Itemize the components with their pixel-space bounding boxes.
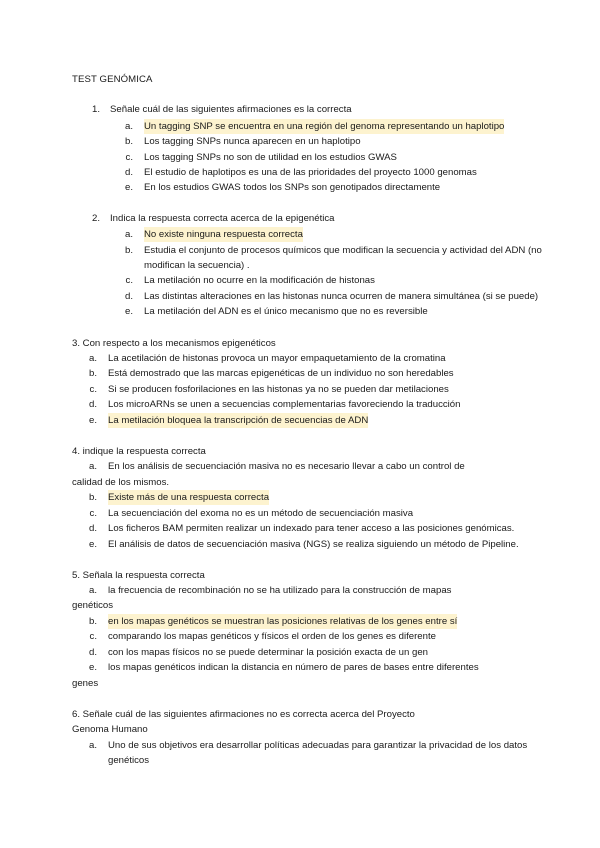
- question-heading-continuation: Genoma Humano: [72, 724, 148, 735]
- question-number: 2.: [92, 213, 101, 224]
- option-text: En los estudios GWAS todos los SNPs son genotipados directamente: [144, 182, 441, 193]
- option-text-highlighted: La metilación bloquea la transcripción de secuencias de ADN: [108, 415, 369, 426]
- question-heading: 6. Señale cuál de las siguientes afirmaciones no es correcta acerca del Proyecto: [72, 709, 415, 720]
- option-text: Uno de sus objetivos era desarrollar políticas adecuadas para garantizar la privacidad de los datos: [108, 740, 528, 751]
- option-letter: a.: [88, 461, 97, 472]
- option-text: El análisis de datos de secuenciación masiva (NGS) se realiza siguiendo un método de Pipeline.: [108, 539, 519, 550]
- question-text: Indica la respuesta correcta acerca de la epigenética: [110, 213, 335, 224]
- question-number: 1.: [92, 104, 101, 115]
- option-text: La secuenciación del exoma no es un método de secuenciación masiva: [108, 508, 414, 519]
- option-text: Los microARNs se unen a secuencias complementarias favoreciendo la traducción: [108, 399, 461, 410]
- option-letter: c.: [89, 631, 97, 642]
- option-letter: c.: [89, 508, 97, 519]
- option-text: El estudio de haplotipos es una de las prioridades del proyecto 1000 genomas: [144, 167, 477, 178]
- option-letter: d.: [124, 291, 133, 302]
- option-letter: d.: [88, 647, 97, 658]
- option-letter: b.: [124, 245, 133, 256]
- option-text-highlighted: Un tagging SNP se encuentra en una región del genoma representando un haplotipo: [144, 121, 505, 132]
- option-text: La acetilación de histonas provoca un mayor empaquetamiento de la cromatina: [108, 353, 446, 364]
- option-text: Los tagging SNPs no son de utilidad en los estudios GWAS: [144, 152, 397, 163]
- question-heading: 3. Con respecto a los mecanismos epigenéticos: [72, 338, 276, 349]
- option-text: En los análisis de secuenciación masiva no es necesario llevar a cabo un control de: [108, 461, 465, 472]
- option-text: Las distintas alteraciones en las histonas nunca ocurren de manera simultánea (si se puede): [144, 291, 539, 302]
- question-text: Señale cuál de las siguientes afirmaciones es la correcta: [110, 104, 352, 115]
- option-letter: e.: [124, 182, 133, 193]
- option-text-continuation: genéticos: [108, 755, 150, 766]
- option-letter: a.: [88, 585, 97, 596]
- option-text-highlighted: Existe más de una respuesta correcta: [108, 492, 270, 503]
- option-letter: d.: [88, 523, 97, 534]
- option-text: Los ficheros BAM permiten realizar un indexado para tener acceso a las posiciones genómicas.: [108, 523, 515, 534]
- option-letter: d.: [124, 167, 133, 178]
- option-text-continuation: genéticos: [72, 600, 114, 611]
- document-title: TEST GENÓMICA: [72, 74, 153, 85]
- option-letter: e.: [124, 306, 133, 317]
- question-heading: 4. indique la respuesta correcta: [72, 446, 206, 457]
- option-text: Si se producen fosforilaciones en las histonas ya no se pueden dar metilaciones: [108, 384, 449, 395]
- option-letter: c.: [89, 384, 97, 395]
- option-text-highlighted: en los mapas genéticos se muestran las posiciones relativas de los genes entre sí: [108, 616, 458, 627]
- option-text: los mapas genéticos indican la distancia en número de pares de bases entre diferentes: [108, 662, 479, 673]
- option-letter: c.: [125, 275, 133, 286]
- option-letter: b.: [88, 368, 97, 379]
- option-letter: a.: [124, 121, 133, 132]
- option-letter: e.: [88, 539, 97, 550]
- option-letter: b.: [88, 492, 97, 503]
- option-letter: d.: [88, 399, 97, 410]
- option-text: Estudia el conjunto de procesos químicos que modifican la secuencia y actividad del ADN (no: [144, 245, 542, 256]
- option-letter: e.: [88, 415, 97, 426]
- option-text-continuation: modifican la secuencia) .: [144, 260, 250, 271]
- option-letter: c.: [125, 152, 133, 163]
- option-letter: e.: [88, 662, 97, 673]
- option-letter: b.: [124, 136, 133, 147]
- option-text: con los mapas físicos no se puede determinar la posición exacta de un gen: [108, 647, 428, 658]
- option-text: Los tagging SNPs nunca aparecen en un haplotipo: [144, 136, 361, 147]
- option-letter: a.: [88, 353, 97, 364]
- option-text-continuation: genes: [72, 678, 99, 689]
- option-text: La metilación no ocurre en la modificación de histonas: [144, 275, 375, 286]
- option-text-highlighted: No existe ninguna respuesta correcta: [144, 229, 303, 240]
- option-text-continuation: calidad de los mismos.: [72, 477, 170, 488]
- option-text: la frecuencia de recombinación no se ha utilizado para la construcción de mapas: [108, 585, 452, 596]
- option-text: La metilación del ADN es el único mecanismo que no es reversible: [144, 306, 428, 317]
- option-letter: b.: [88, 616, 97, 627]
- question-heading: 5. Señala la respuesta correcta: [72, 570, 205, 581]
- option-letter: a.: [124, 229, 133, 240]
- option-text: Está demostrado que las marcas epigenéticas de un individuo no son heredables: [108, 368, 454, 379]
- option-text: comparando los mapas genéticos y físicos el orden de los genes es diferente: [108, 631, 436, 642]
- option-letter: a.: [88, 740, 97, 751]
